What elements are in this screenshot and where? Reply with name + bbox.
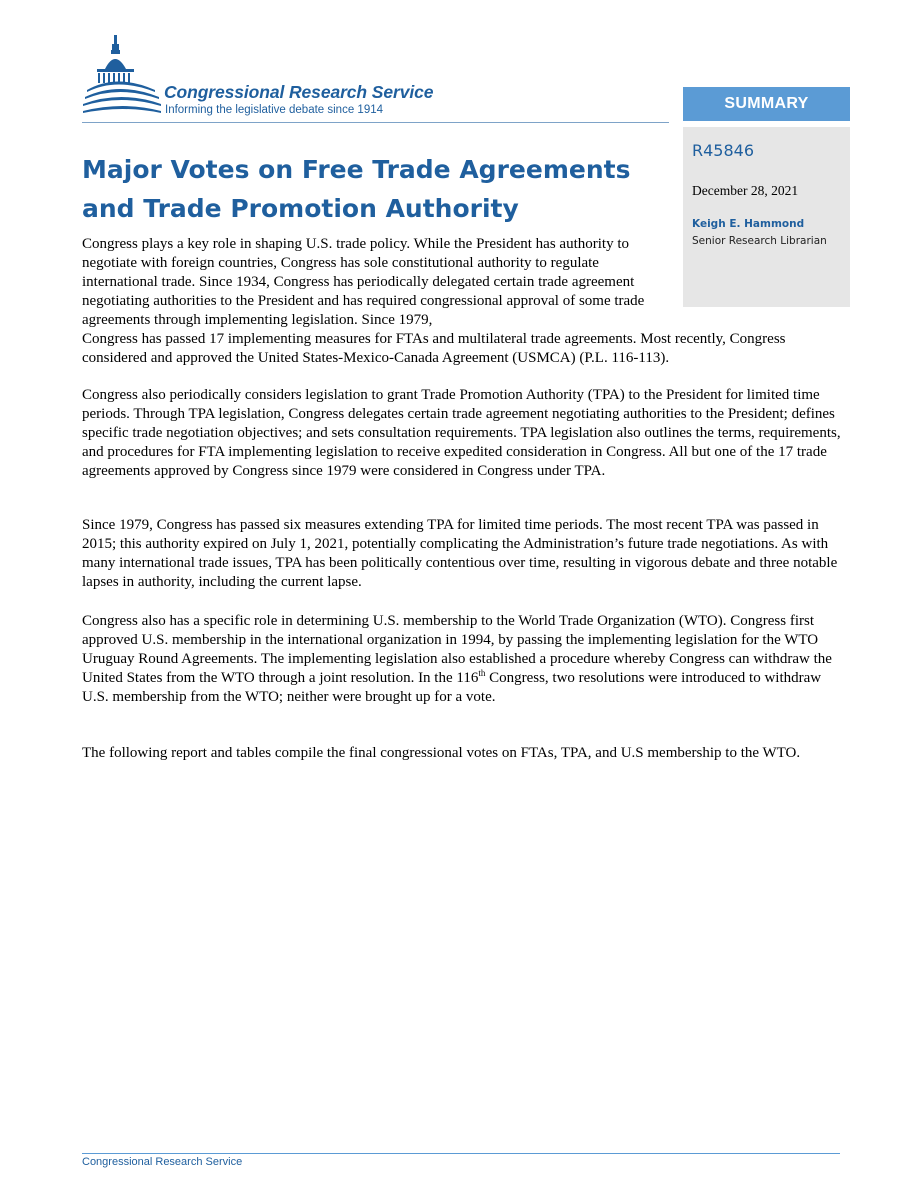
paragraph-4-text-b: Congress, two resolutions were introduced to withdraw U.S. membership from the WTO; neither were brought up for a vote. [82, 670, 822, 705]
paragraph-3: Since 1979, Congress has passed six measures extending TPA for limited time periods. The most recent TPA was passed in 2015; this authority expired on July 1, 2021, potentially complicating the Administration’s future trade negotiations. As with many international trade issues, TPA has been politically contentious over time, resulting in vigorous debate and three notable lapses in authority, including the current lapse. [82, 517, 838, 590]
paragraph-1-wide-text: Congress has passed 17 implementing measures for FTAs and multilateral trade agreements. Most recently, Congress considered and approved the United States-Mexico-Canada Agreement (USMCA) (P.L. 116-113). [82, 331, 786, 366]
paragraph-4 [82, 612, 842, 707]
paragraph-1-narrow-text: Congress plays a key role in shaping U.S. trade policy. While the President has authority to negotiate with foreign countries, Congress has sole constitutional authority to regulate international trade. Since 1934, Congress has periodically delegated certain trade agreement negotiating authorities to the President and has required congressional approval of some trade agreements through implementing legislation. Since 1979, [82, 236, 645, 328]
summary-tab: SUMMARY [683, 87, 850, 121]
header-divider [82, 122, 669, 123]
capitol-dome-icon [83, 35, 163, 125]
paragraph-4-text-a: Congress also has a specific role in determining U.S. membership to the World Trade Organization (WTO). Congress first approved U.S. membership in the international organization in 1994, by passing the implementing legislation for the WTO Uruguay Round Agreements. The implementing legislation also established a procedure whereby Congress can withdraw the United States from the WTO through a joint resolution. In the 116 [82, 613, 832, 686]
ordinal-superscript: th [478, 668, 486, 678]
page-title: Major Votes on Free Trade Agreements and Trade Promotion Authority [82, 155, 631, 223]
author-name: Keigh E. Hammond [692, 218, 805, 230]
paragraph-2: Congress also periodically considers legislation to grant Trade Promotion Authority (TPA) to the President for limited time periods. Through TPA legislation, Congress delegates certain trade agreement negotiating authorities to the President; defines specific trade negotiation objectives; and sets consultation requirements. TPA legislation also outlines the terms, requirements, and procedures for FTA implementing legislation to receive expedited consideration in Congress. All but one of the 17 trade agreements approved by Congress since 1979 were considered in Congress under TPA. [82, 387, 841, 479]
org-tagline: Informing the legislative debate since 1914 [165, 104, 384, 116]
report-date: December 28, 2021 [692, 183, 799, 198]
paragraph-5: The following report and tables compile the final congressional votes on FTAs, TPA, and U.S membership to the WTO. [82, 745, 801, 761]
org-name: Congressional Research Service [164, 82, 434, 102]
paragraph-1 [82, 235, 842, 368]
author-title: Senior Research Librarian [692, 235, 827, 247]
report-number: R45846 [692, 141, 755, 160]
footer-org-name: Congressional Research Service [82, 1156, 243, 1168]
footer-divider [82, 1153, 840, 1154]
